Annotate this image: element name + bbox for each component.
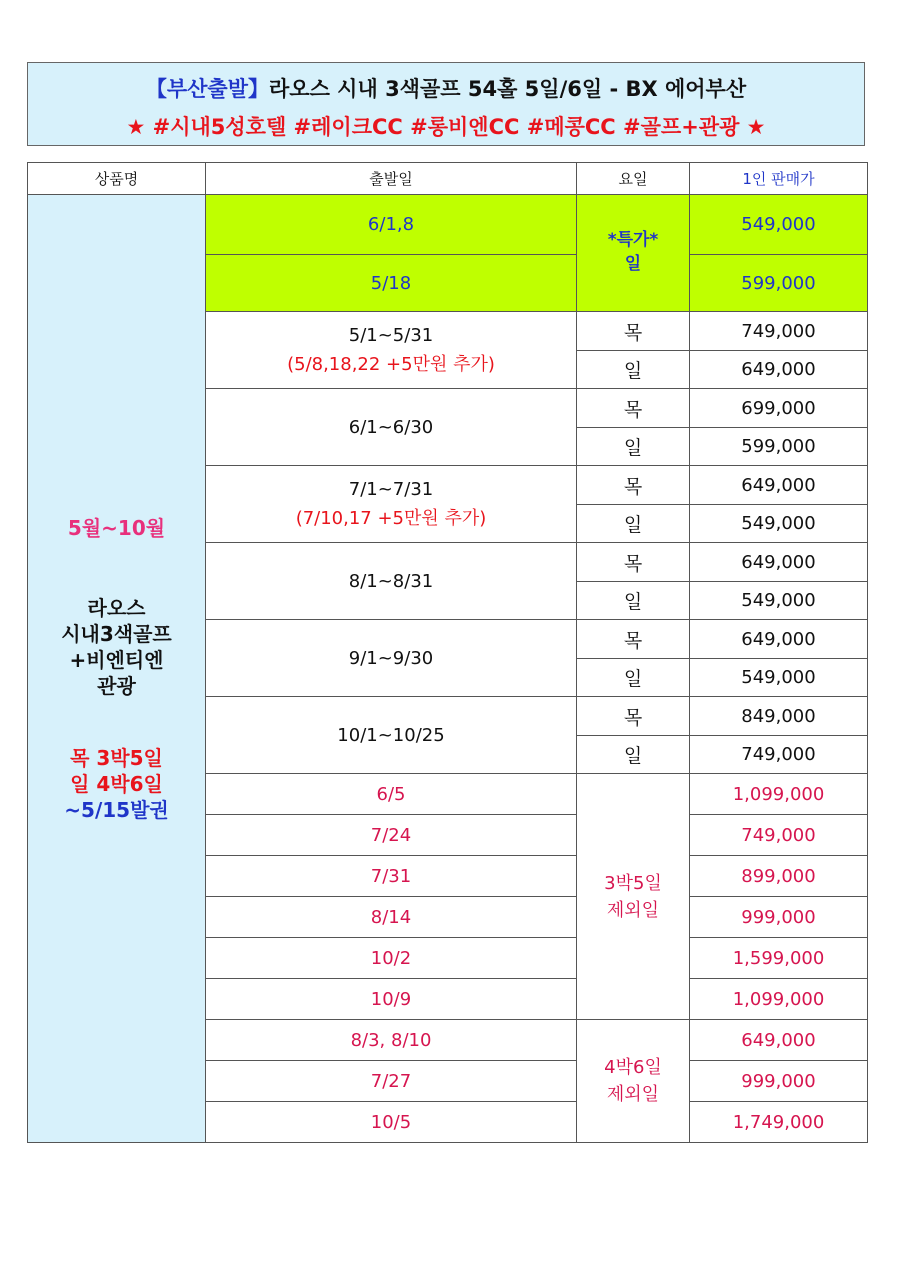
exclusion-label — [577, 774, 690, 1020]
price-thu: 749,000 — [690, 312, 868, 351]
period-date-cell — [206, 466, 577, 543]
exclusion-price: 899,000 — [690, 856, 868, 897]
period-date: 6/1~6/30 — [348, 416, 434, 438]
weekday-thu: 목 — [577, 620, 690, 659]
exclusion-date: 8/14 — [206, 897, 577, 938]
exclusion-label — [577, 1020, 690, 1143]
period-date: 5/1~5/31 — [348, 324, 434, 346]
exclusion-date: 8/3, 8/10 — [206, 1020, 577, 1061]
special-weekday: *특가* 일 — [577, 195, 690, 312]
exclusion-price: 1,749,000 — [690, 1102, 868, 1143]
weekday-sun: 일 — [577, 582, 690, 620]
exclusion-date: 10/9 — [206, 979, 577, 1020]
price-table — [27, 162, 868, 1143]
exclusion-date: 7/27 — [206, 1061, 577, 1102]
weekday-thu: 목 — [577, 389, 690, 428]
period-date-cell — [206, 620, 577, 697]
period-date: 9/1~9/30 — [348, 647, 434, 669]
weekday-sun: 일 — [577, 428, 690, 466]
banner-title-text: 라오스 시내 3색골프 54홀 5일/6일 - BX 에어부산 — [269, 77, 747, 101]
weekday-thu: 목 — [577, 466, 690, 505]
exclusion-label-line1: 3박5일 — [604, 872, 662, 894]
period-date-cell — [206, 389, 577, 466]
period-date: 7/1~7/31 — [348, 478, 434, 500]
title-banner — [27, 62, 865, 146]
exclusion-price: 649,000 — [690, 1020, 868, 1061]
ticketing-deadline: ~5/15발권 — [64, 797, 169, 822]
period-date: 10/1~10/25 — [337, 724, 445, 746]
weekday-sun: 일 — [577, 505, 690, 543]
price-sun: 549,000 — [690, 659, 868, 697]
price-sun: 649,000 — [690, 351, 868, 389]
weekday-sun: 일 — [577, 736, 690, 774]
price-thu: 699,000 — [690, 389, 868, 428]
exclusion-date: 10/5 — [206, 1102, 577, 1143]
header-weekday: 요일 — [577, 163, 690, 195]
price-thu: 649,000 — [690, 543, 868, 582]
price-thu: 849,000 — [690, 697, 868, 736]
weekday-sun: 일 — [577, 659, 690, 697]
exclusion-date: 10/2 — [206, 938, 577, 979]
special-date-1: 6/1,8 — [206, 195, 577, 255]
banner-subtitle: ★ #시내5성호텔 #레이크CC #롱비엔CC #메콩CC #골프+관광 ★ — [126, 115, 766, 139]
banner-tag: 【부산출발】 — [145, 77, 270, 101]
price-thu: 649,000 — [690, 620, 868, 659]
weekday-thu: 목 — [577, 312, 690, 351]
header-product: 상품명 — [28, 163, 206, 195]
exclusion-price: 1,099,000 — [690, 774, 868, 815]
table-header-row — [28, 163, 868, 195]
header-departure: 출발일 — [206, 163, 577, 195]
table-row — [28, 195, 868, 255]
schedule-sun: 일 4박6일 — [70, 771, 163, 796]
period-date: 8/1~8/31 — [348, 570, 434, 592]
exclusion-date: 7/31 — [206, 856, 577, 897]
exclusion-date: 6/5 — [206, 774, 577, 815]
product-name-1: 라오스 — [87, 595, 146, 620]
weekday-thu: 목 — [577, 697, 690, 736]
exclusion-price: 999,000 — [690, 1061, 868, 1102]
period-note: (5/8,18,22 +5만원 추가) — [287, 353, 495, 375]
weekday-sun: 일 — [577, 351, 690, 389]
exclusion-price: 749,000 — [690, 815, 868, 856]
special-date-2: 5/18 — [206, 255, 577, 312]
price-sun: 549,000 — [690, 582, 868, 620]
price-sun: 749,000 — [690, 736, 868, 774]
product-cell — [28, 195, 206, 1143]
special-price-2: 599,000 — [690, 255, 868, 312]
product-name-3: +비엔티엔 — [69, 647, 164, 672]
price-sun: 549,000 — [690, 505, 868, 543]
exclusion-price: 1,599,000 — [690, 938, 868, 979]
exclusion-price: 999,000 — [690, 897, 868, 938]
product-name-2: 시내3색골프 — [61, 621, 172, 646]
period-date-cell — [206, 697, 577, 774]
header-price: 1인 판매가 — [690, 163, 868, 195]
schedule-thu: 목 3박5일 — [70, 745, 163, 770]
banner-title — [28, 73, 864, 103]
special-price-1: 549,000 — [690, 195, 868, 255]
exclusion-label-line1: 4박6일 — [604, 1057, 662, 1078]
period-note: (7/10,17 +5만원 추가) — [295, 507, 487, 529]
price-sun: 599,000 — [690, 428, 868, 466]
exclusion-label-line2: 제외일 — [606, 899, 660, 921]
weekday-thu: 목 — [577, 543, 690, 582]
period-date-cell — [206, 312, 577, 389]
product-name-4: 관광 — [97, 673, 136, 698]
product-period: 5월~10월 — [67, 515, 166, 540]
exclusion-label-line2: 제외일 — [606, 1084, 660, 1105]
price-thu: 649,000 — [690, 466, 868, 505]
exclusion-price: 1,099,000 — [690, 979, 868, 1020]
period-date-cell — [206, 543, 577, 620]
exclusion-date: 7/24 — [206, 815, 577, 856]
